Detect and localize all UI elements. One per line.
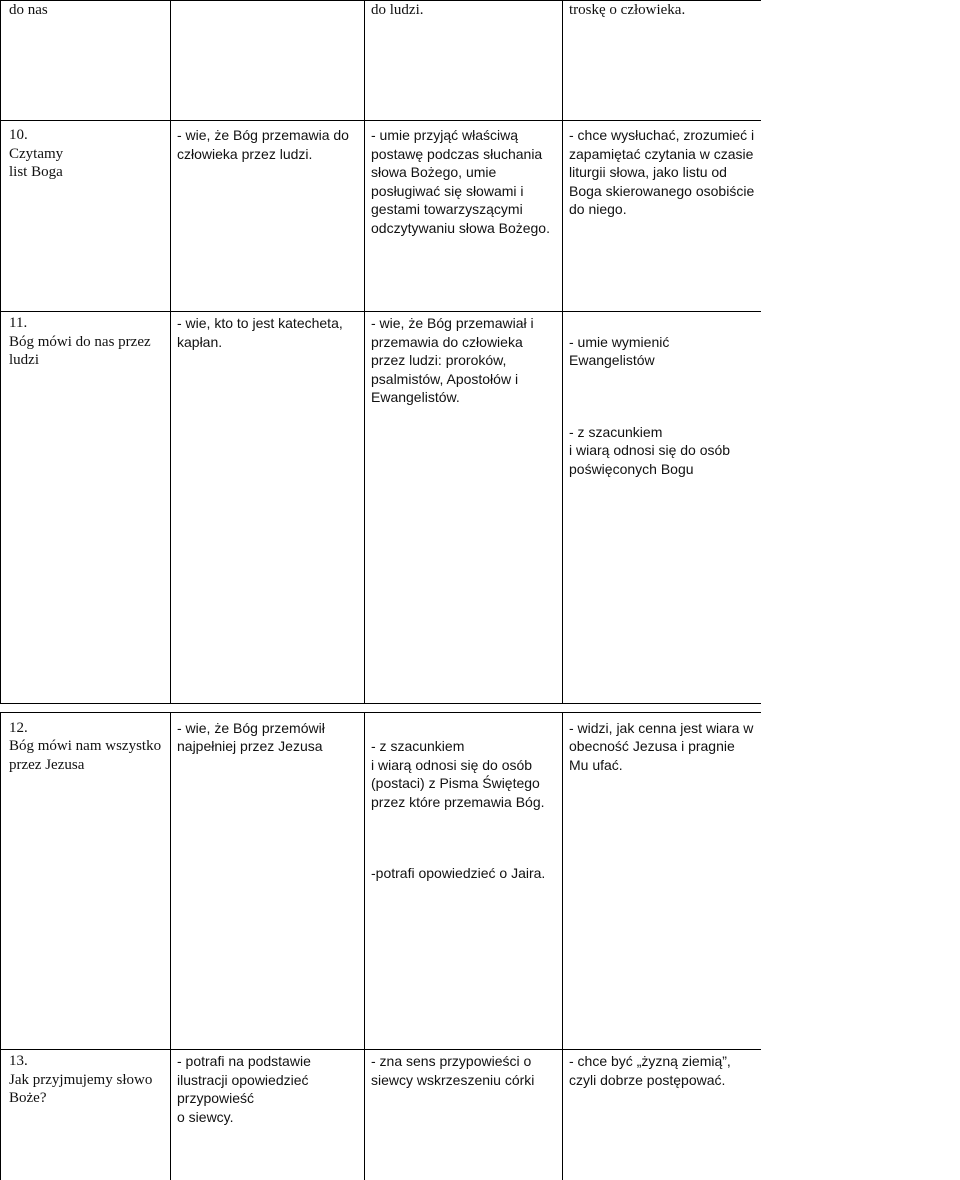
- values-cell: - widzi, jak cenna jest wiara w obecność Jezusa i pragnie Mu ufać.: [563, 712, 761, 1050]
- values-cell: troskę o człowieka.: [563, 1, 761, 121]
- knowledge-cell: - wie, że Bóg przemawia do człowieka przez ludzi.: [171, 121, 365, 312]
- knowledge-cell: - potrafi na podstawie ilustracji opowiedzieć przypowieść o siewcy.: [171, 1050, 365, 1180]
- table-row-lesson-12: [1, 712, 960, 1050]
- topic-cell: 10. Czytamy list Boga: [1, 121, 171, 312]
- table-row-continuation: [1, 1, 960, 121]
- topic-cell: 11. Bóg mówi do nas przez ludzi: [1, 312, 171, 704]
- attitude-cell: do ludzi.: [365, 1, 563, 121]
- table-gap: [1, 703, 960, 712]
- knowledge-cell: - wie, że Bóg przemówił najpełniej przez Jezusa: [171, 712, 365, 1050]
- table-row-lesson-10: [1, 121, 960, 312]
- knowledge-cell: [171, 1, 365, 121]
- topic-cell: 13. Jak przyjmujemy słowo Boże?: [1, 1050, 171, 1180]
- attitude-cell: - umie przyjąć właściwą postawę podczas słuchania słowa Bożego, umie posługiwać się słowami i gestami towarzyszącymi odczytywaniu słowa Bożego.: [365, 121, 563, 312]
- table-row-lesson-11: [1, 312, 960, 704]
- values-cell: - chce być „żyzną ziemią”, czyli dobrze postępować.: [563, 1050, 761, 1180]
- attitude-cell: - zna sens przypowieści o siewcy wskrzeszeniu córki: [365, 1050, 563, 1180]
- values-text-evangelists: - umie wymienić Ewangelistów: [569, 333, 757, 370]
- attitude-cell: - wie, że Bóg przemawiał i przemawia do człowieka przez ludzi: proroków, psalmistów, Apostołów i Ewangelistów.: [365, 312, 563, 704]
- values-text-respect: - z szacunkiem i wiarą odnosi się do osób poświęconych Bogu: [569, 423, 757, 479]
- values-cell: - chce wysłuchać, zrozumieć i zapamiętać czytania w czasie liturgii słowa, jako listu od Boga skierowanego osobiście do niego.: [563, 121, 761, 312]
- values-cell: [563, 312, 761, 704]
- attitude-text-jairus: -potrafi opowiedzieć o Jaira.: [371, 864, 558, 883]
- attitude-cell: [365, 712, 563, 1050]
- table-row-lesson-13: [1, 1050, 960, 1180]
- topic-cell: 12. Bóg mówi nam wszystko przez Jezusa: [1, 712, 171, 1050]
- topic-cell: do nas: [1, 1, 171, 121]
- knowledge-cell: - wie, kto to jest katecheta, kapłan.: [171, 312, 365, 704]
- attitude-text-respect: - z szacunkiem i wiarą odnosi się do osób (postaci) z Pisma Świętego przez które przemawia Bóg.: [371, 737, 558, 811]
